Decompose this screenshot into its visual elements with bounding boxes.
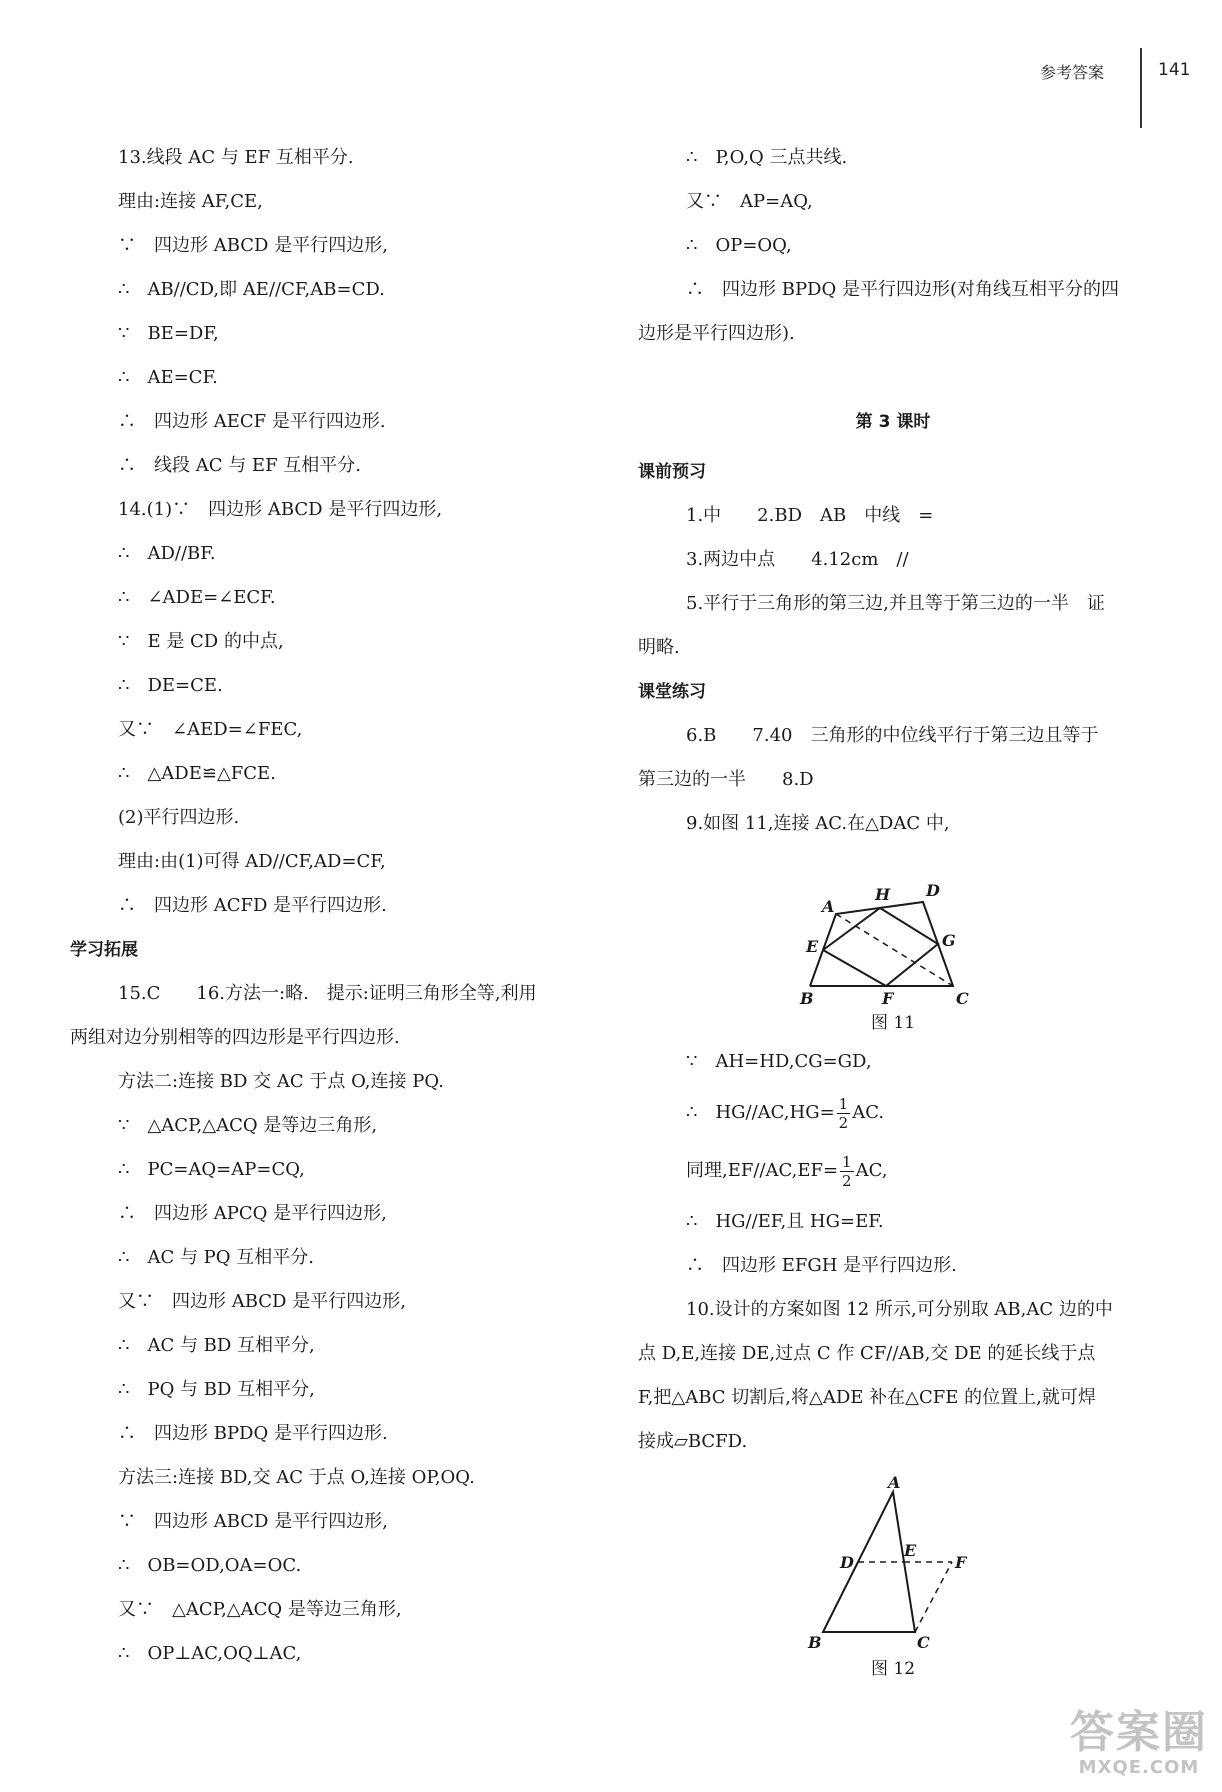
- preview-line-1: 1.中 2.BD AB 中线 =: [686, 505, 934, 526]
- left-column-line: ∴ AC 与 BD 互相平分,: [118, 1335, 315, 1356]
- proof9-line-2a: ∴ HG//AC,HG=: [686, 1102, 835, 1123]
- header-section-title: 参考答案: [1040, 63, 1105, 82]
- left-column-line: ∴ PQ 与 BD 互相平分,: [118, 1379, 315, 1400]
- fig12-label-b: B: [808, 1633, 822, 1652]
- page-header: [0, 48, 1222, 88]
- fig11-label-a: A: [822, 897, 835, 916]
- left-column-line: ∴ OB=OD,OA=OC.: [118, 1555, 302, 1576]
- right-column-line: ∴ P,O,Q 三点共线.: [686, 147, 848, 168]
- proof9-line-5: ∴ 四边形 EFGH 是平行四边形.: [686, 1255, 957, 1276]
- left-column-line: 13.线段 AC 与 EF 互相平分.: [118, 147, 354, 168]
- segment-cf: [915, 1562, 952, 1632]
- lesson-title: 第 3 课时: [855, 412, 931, 432]
- left-column: [70, 136, 590, 1676]
- left-column-line: 方法二:连接 BD 交 AC 于点 O,连接 PQ.: [118, 1071, 444, 1092]
- page-number: 141: [1158, 60, 1191, 80]
- fig12-label-e: E: [904, 1541, 917, 1560]
- question-10-line: 10.设计的方案如图 12 所示,可分别取 AB,AC 边的中: [686, 1299, 1113, 1320]
- diagonal-ac: [836, 914, 953, 986]
- proof9-line-1: ∵ AH=HD,CG=GD,: [686, 1051, 872, 1072]
- fig11-label-d: D: [926, 881, 940, 900]
- left-column-line: 理由:由(1)可得 AD//CF,AD=CF,: [118, 851, 386, 872]
- left-column-line: ∴ 四边形 AECF 是平行四边形.: [118, 411, 386, 432]
- left-column-line: ∵ 四边形 ABCD 是平行四边形,: [118, 235, 388, 256]
- preview-line-2: 3.两边中点 4.12cm //: [686, 549, 909, 570]
- left-column-line: 又∵ △ACP,△ACQ 是等边三角形,: [118, 1599, 402, 1620]
- left-column-line: ∴ AB//CD,即 AE//CF,AB=CD.: [118, 279, 385, 300]
- watermark-logo: [1070, 1709, 1208, 1778]
- practice-heading: 课堂练习: [638, 682, 706, 702]
- left-column-line: ∴ PC=AQ=AP=CQ,: [118, 1159, 305, 1180]
- watermark-url: MXQE.COM: [1078, 1757, 1200, 1778]
- watermark-text: 答案圈: [1070, 1707, 1208, 1758]
- fig12-label-d: D: [840, 1553, 854, 1572]
- left-column-line: ∵ 四边形 ABCD 是平行四边形,: [118, 1511, 388, 1532]
- figure-11: [638, 846, 1148, 1006]
- fig11-label-e: E: [806, 937, 819, 956]
- fraction-half: $\frac{1}{2}$: [842, 1152, 852, 1190]
- left-column-line: (2)平行四边形.: [118, 807, 240, 828]
- left-column-line: ∴ OP⊥AC,OQ⊥AC,: [118, 1643, 302, 1664]
- figure-11-diagram: [638, 846, 1148, 1006]
- left-column-line: ∵ E 是 CD 的中点,: [118, 631, 284, 652]
- left-column-line: ∴ 四边形 ACFD 是平行四边形.: [118, 895, 387, 916]
- practice-line-2: 9.如图 11,连接 AC.在△DAC 中,: [686, 813, 950, 834]
- left-column-line: 又∵ 四边形 ABCD 是平行四边形,: [118, 1291, 406, 1312]
- practice-line-1-cont: 第三边的一半 8.D: [638, 769, 814, 790]
- fig11-label-b: B: [800, 989, 814, 1006]
- left-column-line: 15.C 16.方法一:略. 提示:证明三角形全等,利用: [118, 983, 537, 1004]
- left-column-line: ∵ △ACP,△ACQ 是等边三角形,: [118, 1115, 378, 1136]
- left-column-line: 方法三:连接 BD,交 AC 于点 O,连接 OP,OQ.: [118, 1467, 475, 1488]
- section-heading: 学习拓展: [70, 940, 138, 960]
- fig11-label-c: C: [956, 989, 969, 1006]
- left-column-line: 14.(1)∵ 四边形 ABCD 是平行四边形,: [118, 499, 443, 520]
- left-column-line: 两组对边分别相等的四边形是平行四边形.: [70, 1027, 400, 1048]
- proof9-line-3b: AC,: [855, 1160, 888, 1181]
- figure-12: [638, 1472, 1148, 1652]
- left-column-line: ∴ 四边形 APCQ 是平行四边形,: [118, 1203, 387, 1224]
- proof9-line-4: ∴ HG//EF,且 HG=EF.: [686, 1211, 884, 1232]
- quad-efgh: [823, 908, 938, 986]
- right-column: [638, 136, 1148, 1686]
- left-column-line: ∴ ∠ADE=∠ECF.: [118, 587, 276, 608]
- left-column-line: ∴ DE=CE.: [118, 675, 223, 696]
- question-10-line: 接成▱BCFD.: [638, 1431, 748, 1452]
- right-column-line: ∴ 四边形 BPDQ 是平行四边形(对角线互相平分的四: [686, 279, 1119, 300]
- left-column-line: ∴ △ADE≌△FCE.: [118, 763, 276, 784]
- proof9-line-2: [638, 1084, 1148, 1142]
- question-10-line: 点 D,E,连接 DE,过点 C 作 CF//AB,交 DE 的延长线于点: [638, 1343, 1096, 1364]
- preview-line-3: 5.平行于三角形的第三边,并且等于第三边的一半 证: [686, 593, 1105, 614]
- figure-12-caption: 图 12: [870, 1659, 916, 1679]
- question-10: [638, 1288, 1148, 1464]
- fig12-label-f: F: [955, 1553, 967, 1572]
- header-divider: [1140, 48, 1142, 128]
- fig11-label-f: F: [882, 989, 894, 1006]
- right-column-line: 边形是平行四边形).: [638, 323, 795, 344]
- fig12-label-c: C: [917, 1633, 930, 1652]
- left-column-line: 理由:连接 AF,CE,: [118, 191, 263, 212]
- left-column-line: ∵ BE=DF,: [118, 323, 219, 344]
- right-column-line: ∴ OP=OQ,: [686, 235, 792, 256]
- figure-11-caption: 图 11: [870, 1013, 916, 1033]
- right-top-lines: [638, 136, 1148, 356]
- fig12-label-a: A: [888, 1473, 901, 1492]
- left-column-line: 又∵ ∠AED=∠FEC,: [118, 719, 303, 740]
- figure-12-diagram: [638, 1472, 1148, 1652]
- fig11-label-g: G: [942, 931, 956, 950]
- preview-line-3-cont: 明略.: [638, 637, 680, 658]
- left-column-line: ∴ 四边形 BPDQ 是平行四边形.: [118, 1423, 388, 1444]
- left-column-line: ∴ AD//BF.: [118, 543, 216, 564]
- left-column-line: ∴ AC 与 PQ 互相平分.: [118, 1247, 314, 1268]
- fraction-half: $\frac{1}{2}$: [838, 1094, 849, 1132]
- right-column-line: 又∵ AP=AQ,: [686, 191, 813, 212]
- preview-heading: 课前预习: [638, 462, 706, 482]
- question-10-line: F,把△ABC 切割后,将△ADE 补在△CFE 的位置上,就可焊: [638, 1387, 1096, 1408]
- proof9-line-3: [638, 1142, 1148, 1200]
- practice-line-1: 6.B 7.40 三角形的中位线平行于第三边且等于: [686, 725, 1099, 746]
- left-column-line: ∴ 线段 AC 与 EF 互相平分.: [118, 455, 362, 476]
- fig11-label-h: H: [875, 885, 891, 904]
- left-column-line: ∴ AE=CF.: [118, 367, 218, 388]
- proof9-line-2b: AC.: [852, 1102, 885, 1123]
- proof9-line-3a: 同理,EF//AC,EF=: [686, 1160, 839, 1181]
